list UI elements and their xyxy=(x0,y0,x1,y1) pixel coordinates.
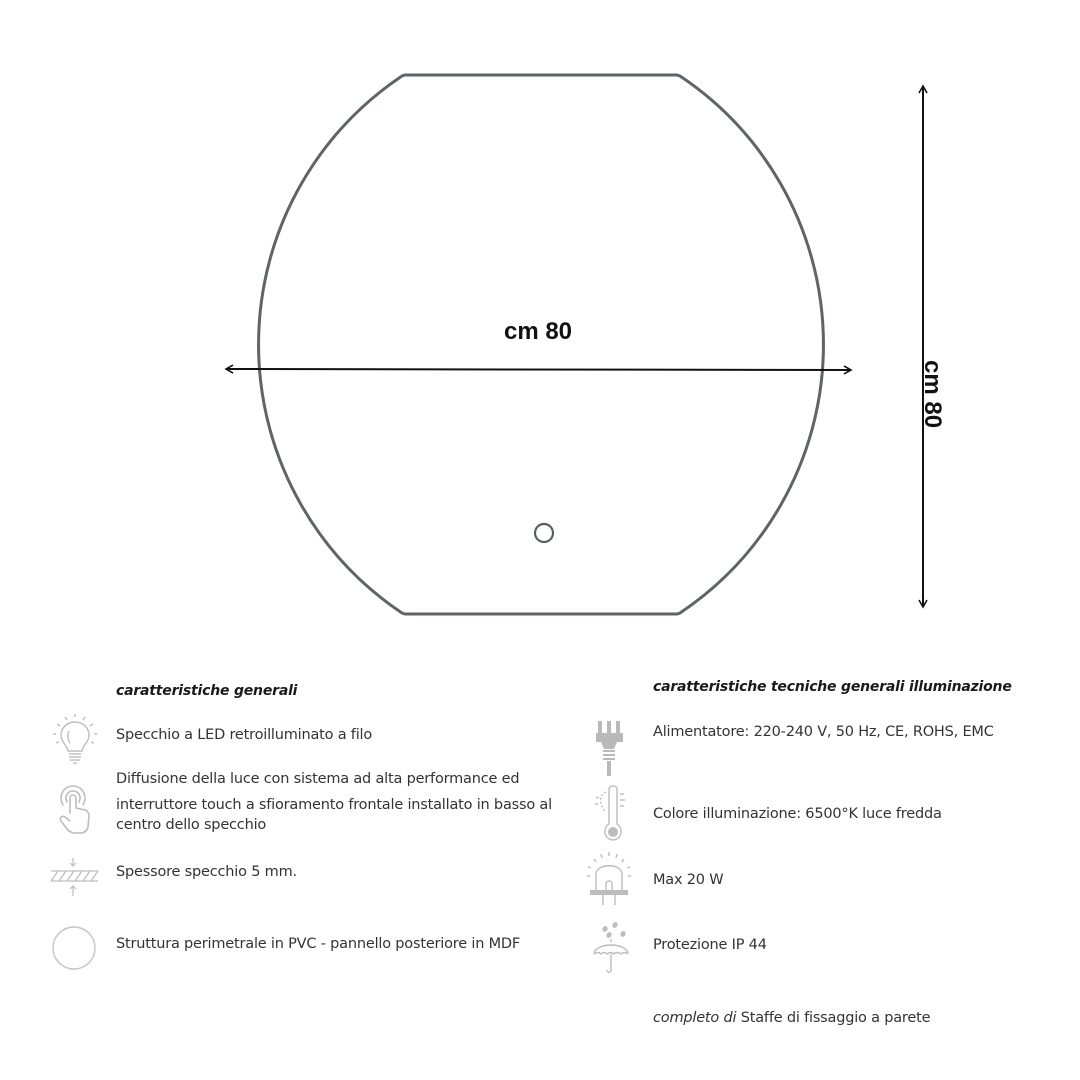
lightbulb-icon xyxy=(52,713,98,767)
spec-touch-line-2: interruttore touch a sfioramento frontale installato in basso al xyxy=(116,797,552,813)
general-features-heading: caratteristiche generali xyxy=(116,683,298,699)
spec-touch-line-1: Diffusione della luce con sistema ad alta performance ed xyxy=(116,771,520,787)
width-dimension-label: cm 80 xyxy=(503,318,573,345)
touch-hand-icon xyxy=(55,783,95,835)
spec-thickness: Spessore specchio 5 mm. xyxy=(116,864,297,880)
spec-led-backlit: Specchio a LED retroilluminato a filo xyxy=(116,727,373,743)
technical-features-heading: caratteristiche tecniche generali illuminazione xyxy=(653,679,1012,695)
plug-icon xyxy=(595,719,625,777)
spec-included-accessories xyxy=(653,1006,930,1030)
included-text: Staffe di fissaggio a parete xyxy=(736,1010,931,1026)
spec-power-supply: Alimentatore: 220-240 V, 50 Hz, CE, ROHS, EMC xyxy=(653,724,994,740)
spec-structure: Struttura perimetrale in PVC - pannello posteriore in MDF xyxy=(116,936,521,952)
spec-touch-switch xyxy=(116,767,552,836)
spec-touch-line-3: centro dello specchio xyxy=(116,817,267,833)
included-prefix: completo di xyxy=(653,1010,737,1026)
thermometer-icon xyxy=(594,784,628,844)
led-icon xyxy=(585,850,633,906)
height-dimension-label: cm 80 xyxy=(919,360,946,429)
spec-color-temperature: Colore illuminazione: 6500°K luce fredda xyxy=(653,806,942,822)
spec-max-power: Max 20 W xyxy=(653,872,724,888)
thickness-icon xyxy=(48,856,100,902)
touch-switch-icon xyxy=(535,524,553,542)
circle-frame-icon xyxy=(51,925,97,971)
spec-ip-protection: Protezione IP 44 xyxy=(653,937,767,953)
umbrella-rain-icon xyxy=(590,920,636,976)
